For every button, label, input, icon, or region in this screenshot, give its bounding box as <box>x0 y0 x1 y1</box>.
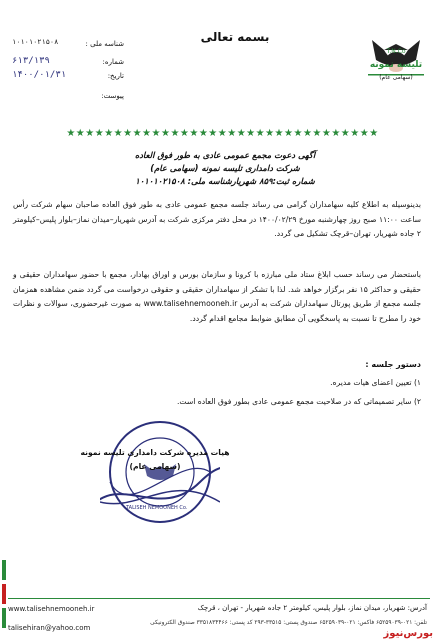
seal-text: TALISEH NEMOONEH Co. <box>126 505 188 511</box>
board-signature-subline: (سهامی عام) <box>129 462 181 471</box>
agenda-item: ۲) سایر تصمیماتی که در صلاحیت مجمع عمومی عادی بطور فوق العاده است. <box>177 397 421 406</box>
brand-watermark: بورس‌نیوز <box>383 628 433 639</box>
footer-website: www.talisehnemooneh.ir <box>8 605 95 613</box>
star-divider: ★★★★★★★★★★★★★★★★★★★★★★★★★★★★★★★★★ <box>66 128 379 139</box>
footer-address: آدرس: شهریار، میدان نماز، بلوار پلیس، کیلومتر ۲ جاده شهریار - تهران ، قرچک <box>197 604 427 612</box>
agenda-item: ۱) تعیین اعضای هیات مدیره. <box>330 378 421 387</box>
date-label: تاریخ: <box>107 72 124 80</box>
date-value: ۱۴۰۰/۰۱/۳۱ <box>12 70 67 80</box>
registration-line: شماره ثبت:۸۵۹ شهریارشناسه ملی: ۱۰۱۰۱۰۲۱۵۰۸ <box>135 176 315 186</box>
notice-paragraph-2: باستحضار می رساند حسب ابلاغ ستاد ملی مبارزه با کرونا و سازمان بورس و اوراق بهادار، مجمع با حضور سهامداران حقیقی و حقیقی و حداکثر ۱۵ نفر برگزار خواهد شد. لذا با تشکر از سهامداران حقیقی و حقوقی درخواست می گردد ضمن مشاهده همزمان جلسه مجمع از طریق پورتال سهامداران شرکت به آدرس www.talisehnemooneh.ir به صورت غیرحضوری، سوالات و نظرات خود را مطرح تا نسبت به پاسخگویی آن مطابق ضوابط مجامع اقدام گردد. <box>13 270 422 323</box>
logo-company-name: تلیسه نمونه <box>369 60 423 70</box>
number-label: شماره: <box>102 58 124 66</box>
company-seal <box>100 412 220 532</box>
attachment-label: پیوست: <box>101 92 124 100</box>
footer-email: talisehiran@yahoo.com <box>8 624 91 632</box>
footer-contact: تلفن: ۰۲۱-۶۵۲۵۹۰۳۹ فاکس: ۰۲۱-۶۵۲۵۹۰۳۹ صندوق پستی: ۳۳۵۱۵-۲۹۳ کد پستی: ۳۳۵۱۸۳۴۴۶۶ صندوق الکترونیکی <box>150 620 427 626</box>
company-name-title: شرکت دامداری تلیسه نمونه (سهامی عام) <box>150 163 300 173</box>
notice-title: آگهی دعوت مجمع عمومی عادی به طور فوق العاده <box>134 150 316 160</box>
logo-subtext: (سهامی عام) <box>379 74 413 81</box>
number-value: ۶۱۳/۱۳۹ <box>12 56 50 66</box>
logo-badge: T.N.Co <box>386 48 406 55</box>
national-id-value: ۱۰۱۰۱۰۲۱۵۰۸ <box>12 38 59 46</box>
board-signature-line: هیات مدیره شرکت دامداری تلیسه نمونه <box>80 448 230 457</box>
national-id-label: شناسه ملی : <box>85 40 124 48</box>
agenda-title: دستور جلسه : <box>365 360 421 369</box>
notice-paragraph-1: بدینوسیله به اطلاع کلیه سهامداران گرامی می رساند جلسه مجمع عمومی عادی به طور فوق العاده صاحبان سهام شرکت رأس ساعت ۱۱:۰۰ صبح روز چهارشنبه مورخ ۱۴۰۰/۰۲/۲۹ در محل دفتر مرکزی شرکت به آدرس شهریار–میدان نماز–بلوار پلیس–کیلومتر ۲ جاده شهریار، تهران–قرچک تشکیل می گردد. <box>13 200 422 239</box>
footer-divider <box>8 598 430 599</box>
basmala-heading: بسمه تعالی <box>200 30 270 44</box>
